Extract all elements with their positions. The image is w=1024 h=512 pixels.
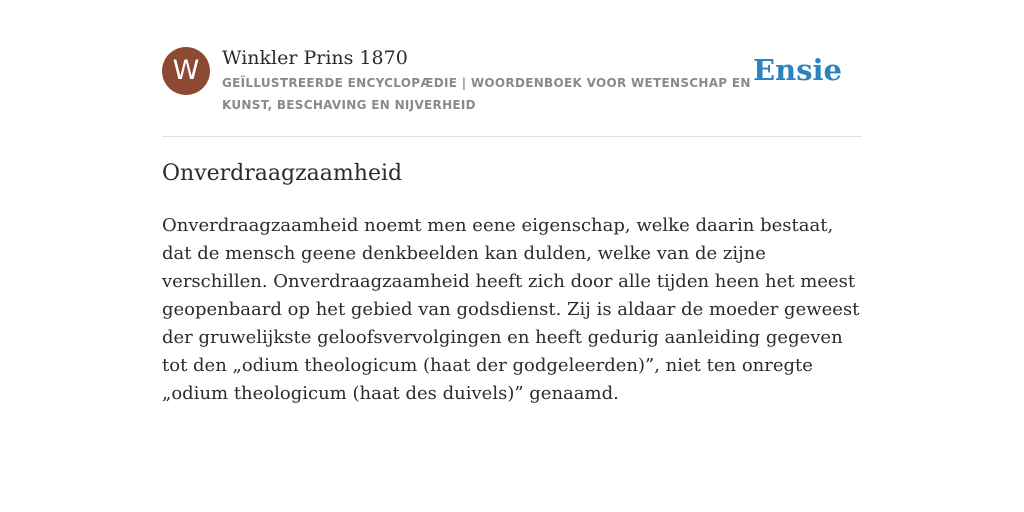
article-body: Onverdraagzaamheid noemt men eene eigenschap, welke daarin bestaat, dat de mensch geene denkbeelden kan dulden, welke van de zijne verschillen. Onverdraagzaamheid heeft zich door alle tijden heen het meest geopenbaard op het gebied van godsdienst. Zij is aldaar de moeder geweest der gruwelijkste geloofsvervolgingen en heeft gedurig aanleiding gegeven tot den „odium theologicum (haat der godgeleerden)”, niet ten onregte „odium theologicum (haat des duivels)” genaamd. (162, 215, 860, 404)
source-avatar[interactable]: W (162, 47, 210, 95)
source-header (162, 44, 862, 137)
ensie-logo-link[interactable]: Ensie (753, 53, 842, 87)
source-title[interactable]: Winkler Prins 1870 (222, 47, 408, 69)
source-subtitle: GEÏLLUSTREERDE ENCYCLOPÆDIE | WOORDENBOEK VOOR WETENSCHAP EN KUNST, BESCHAVING EN NIJVERHEID (222, 76, 751, 112)
article-title: Onverdraagzaamheid (162, 161, 403, 186)
